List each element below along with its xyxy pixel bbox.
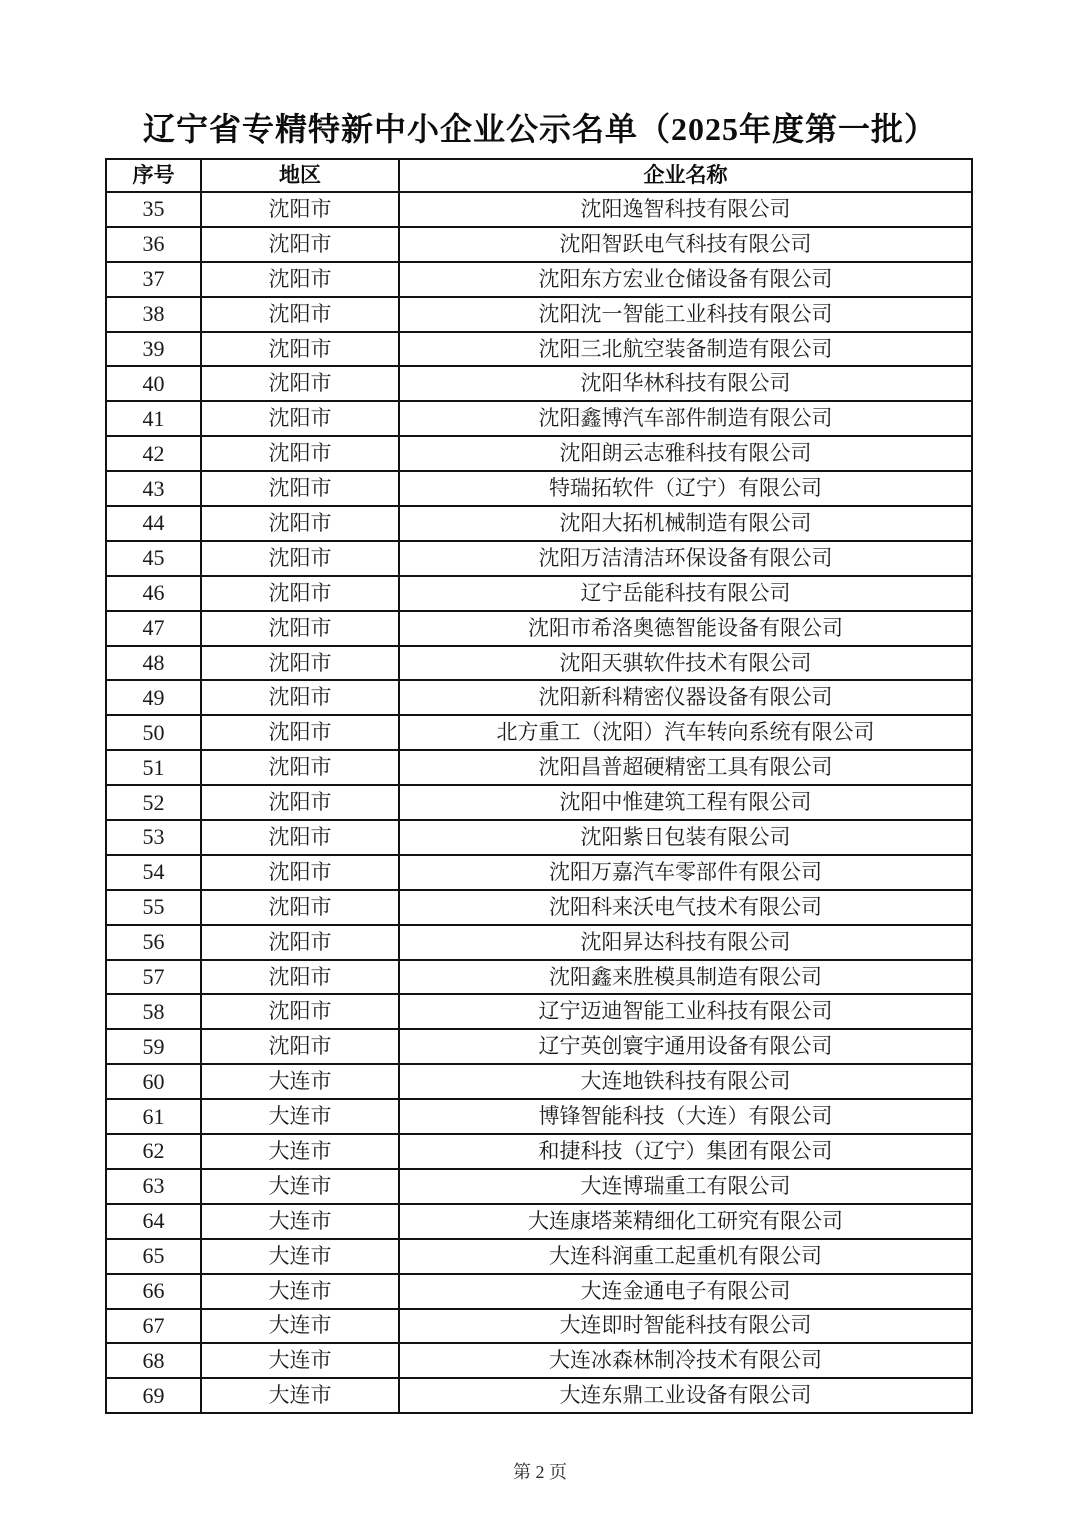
row-company-name: 辽宁英创寰宇通用设备有限公司	[399, 1029, 972, 1064]
row-serial-number: 64	[106, 1204, 201, 1239]
row-serial-number: 39	[106, 332, 201, 367]
table-row	[106, 1378, 972, 1413]
row-company-name: 沈阳紫日包装有限公司	[399, 820, 972, 855]
row-region: 沈阳市	[201, 576, 399, 611]
row-serial-number: 49	[106, 680, 201, 715]
table-body	[106, 192, 972, 1413]
row-region: 大连市	[201, 1204, 399, 1239]
table-row	[106, 1064, 972, 1099]
row-region: 沈阳市	[201, 262, 399, 297]
table-row	[106, 1029, 972, 1064]
row-company-name: 沈阳市希洛奥德智能设备有限公司	[399, 611, 972, 646]
row-serial-number: 44	[106, 506, 201, 541]
row-region: 沈阳市	[201, 192, 399, 227]
row-company-name: 大连地铁科技有限公司	[399, 1064, 972, 1099]
row-region: 沈阳市	[201, 925, 399, 960]
row-region: 大连市	[201, 1309, 399, 1344]
row-serial-number: 43	[106, 471, 201, 506]
row-company-name: 沈阳大拓机械制造有限公司	[399, 506, 972, 541]
row-company-name: 沈阳中惟建筑工程有限公司	[399, 785, 972, 820]
row-region: 大连市	[201, 1274, 399, 1309]
row-region: 沈阳市	[201, 611, 399, 646]
row-serial-number: 51	[106, 750, 201, 785]
row-company-name: 沈阳鑫博汽车部件制造有限公司	[399, 401, 972, 436]
row-serial-number: 38	[106, 297, 201, 332]
table-row	[106, 960, 972, 995]
row-serial-number: 41	[106, 401, 201, 436]
row-serial-number: 65	[106, 1239, 201, 1274]
row-region: 沈阳市	[201, 994, 399, 1029]
company-roster-table	[105, 158, 973, 1414]
row-serial-number: 52	[106, 785, 201, 820]
table-row	[106, 715, 972, 750]
table-row	[106, 297, 972, 332]
row-serial-number: 68	[106, 1343, 201, 1378]
row-company-name: 辽宁迈迪智能工业科技有限公司	[399, 994, 972, 1029]
table-row	[106, 262, 972, 297]
table-row	[106, 890, 972, 925]
table-row	[106, 332, 972, 367]
row-serial-number: 36	[106, 227, 201, 262]
table-row	[106, 1169, 972, 1204]
table-row	[106, 750, 972, 785]
table-row	[106, 576, 972, 611]
row-serial-number: 66	[106, 1274, 201, 1309]
row-serial-number: 55	[106, 890, 201, 925]
row-company-name: 特瑞拓软件（辽宁）有限公司	[399, 471, 972, 506]
table-row	[106, 366, 972, 401]
row-company-name: 大连康塔莱精细化工研究有限公司	[399, 1204, 972, 1239]
table-row	[106, 227, 972, 262]
row-region: 大连市	[201, 1064, 399, 1099]
row-company-name: 沈阳沈一智能工业科技有限公司	[399, 297, 972, 332]
row-region: 沈阳市	[201, 541, 399, 576]
page-title: 辽宁省专精特新中小企业公示名单（2025年度第一批）	[142, 111, 937, 147]
row-serial-number: 40	[106, 366, 201, 401]
row-region: 沈阳市	[201, 227, 399, 262]
row-company-name: 北方重工（沈阳）汽车转向系统有限公司	[399, 715, 972, 750]
row-company-name: 沈阳鑫来胜模具制造有限公司	[399, 960, 972, 995]
row-company-name: 博锋智能科技（大连）有限公司	[399, 1099, 972, 1134]
row-region: 沈阳市	[201, 471, 399, 506]
row-region: 大连市	[201, 1099, 399, 1134]
table-row	[106, 855, 972, 890]
row-region: 沈阳市	[201, 680, 399, 715]
table-row	[106, 506, 972, 541]
table-header	[106, 159, 972, 192]
row-serial-number: 47	[106, 611, 201, 646]
row-company-name: 大连冰森林制冷技术有限公司	[399, 1343, 972, 1378]
row-company-name: 沈阳科来沃电气技术有限公司	[399, 890, 972, 925]
row-company-name: 大连金通电子有限公司	[399, 1274, 972, 1309]
row-company-name: 和捷科技（辽宁）集团有限公司	[399, 1134, 972, 1169]
row-company-name: 沈阳新科精密仪器设备有限公司	[399, 680, 972, 715]
table-row	[106, 1134, 972, 1169]
row-company-name: 沈阳东方宏业仓储设备有限公司	[399, 262, 972, 297]
table-row	[106, 192, 972, 227]
row-serial-number: 62	[106, 1134, 201, 1169]
row-region: 沈阳市	[201, 820, 399, 855]
row-serial-number: 57	[106, 960, 201, 995]
row-serial-number: 69	[106, 1378, 201, 1413]
row-region: 沈阳市	[201, 1029, 399, 1064]
row-region: 沈阳市	[201, 750, 399, 785]
row-serial-number: 61	[106, 1099, 201, 1134]
row-company-name: 大连科润重工起重机有限公司	[399, 1239, 972, 1274]
row-serial-number: 63	[106, 1169, 201, 1204]
table-row	[106, 1309, 972, 1344]
row-region: 沈阳市	[201, 960, 399, 995]
row-region: 沈阳市	[201, 436, 399, 471]
table-row	[106, 1274, 972, 1309]
table-row	[106, 820, 972, 855]
row-company-name: 沈阳华林科技有限公司	[399, 366, 972, 401]
row-region: 沈阳市	[201, 366, 399, 401]
row-region: 沈阳市	[201, 715, 399, 750]
row-company-name: 沈阳万嘉汽车零部件有限公司	[399, 855, 972, 890]
row-serial-number: 56	[106, 925, 201, 960]
row-region: 沈阳市	[201, 855, 399, 890]
row-region: 大连市	[201, 1239, 399, 1274]
row-serial-number: 53	[106, 820, 201, 855]
table-row	[106, 1099, 972, 1134]
row-serial-number: 54	[106, 855, 201, 890]
row-company-name: 大连东鼎工业设备有限公司	[399, 1378, 972, 1413]
table-row	[106, 1343, 972, 1378]
table-row	[106, 436, 972, 471]
table-row	[106, 680, 972, 715]
row-company-name: 沈阳昌普超硬精密工具有限公司	[399, 750, 972, 785]
row-serial-number: 46	[106, 576, 201, 611]
table-row	[106, 611, 972, 646]
row-company-name: 沈阳智跃电气科技有限公司	[399, 227, 972, 262]
header-region: 地区	[201, 159, 399, 192]
row-serial-number: 67	[106, 1309, 201, 1344]
row-region: 大连市	[201, 1169, 399, 1204]
row-serial-number: 48	[106, 646, 201, 681]
row-region: 大连市	[201, 1134, 399, 1169]
row-company-name: 沈阳三北航空装备制造有限公司	[399, 332, 972, 367]
row-region: 沈阳市	[201, 297, 399, 332]
row-company-name: 大连博瑞重工有限公司	[399, 1169, 972, 1204]
row-serial-number: 45	[106, 541, 201, 576]
row-company-name: 沈阳昇达科技有限公司	[399, 925, 972, 960]
row-region: 沈阳市	[201, 506, 399, 541]
row-region: 沈阳市	[201, 890, 399, 925]
row-serial-number: 59	[106, 1029, 201, 1064]
page-number: 第 2 页	[513, 1462, 567, 1482]
row-company-name: 沈阳天骐软件技术有限公司	[399, 646, 972, 681]
table-row	[106, 541, 972, 576]
table-row	[106, 785, 972, 820]
row-serial-number: 35	[106, 192, 201, 227]
row-region: 沈阳市	[201, 646, 399, 681]
row-company-name: 大连即时智能科技有限公司	[399, 1309, 972, 1344]
row-company-name: 沈阳朗云志雅科技有限公司	[399, 436, 972, 471]
table-row	[106, 1204, 972, 1239]
row-region: 沈阳市	[201, 785, 399, 820]
table-row	[106, 646, 972, 681]
table-row	[106, 925, 972, 960]
row-region: 大连市	[201, 1378, 399, 1413]
row-serial-number: 37	[106, 262, 201, 297]
row-region: 沈阳市	[201, 401, 399, 436]
row-company-name: 沈阳万洁清洁环保设备有限公司	[399, 541, 972, 576]
table-header-row	[106, 159, 972, 192]
table-row	[106, 1239, 972, 1274]
row-serial-number: 58	[106, 994, 201, 1029]
row-company-name: 沈阳逸智科技有限公司	[399, 192, 972, 227]
table-row	[106, 994, 972, 1029]
header-company-name: 企业名称	[399, 159, 972, 192]
table-row	[106, 401, 972, 436]
header-serial-number: 序号	[106, 159, 201, 192]
row-serial-number: 50	[106, 715, 201, 750]
row-serial-number: 60	[106, 1064, 201, 1099]
row-serial-number: 42	[106, 436, 201, 471]
row-company-name: 辽宁岳能科技有限公司	[399, 576, 972, 611]
row-region: 沈阳市	[201, 332, 399, 367]
table-row	[106, 471, 972, 506]
row-region: 大连市	[201, 1343, 399, 1378]
